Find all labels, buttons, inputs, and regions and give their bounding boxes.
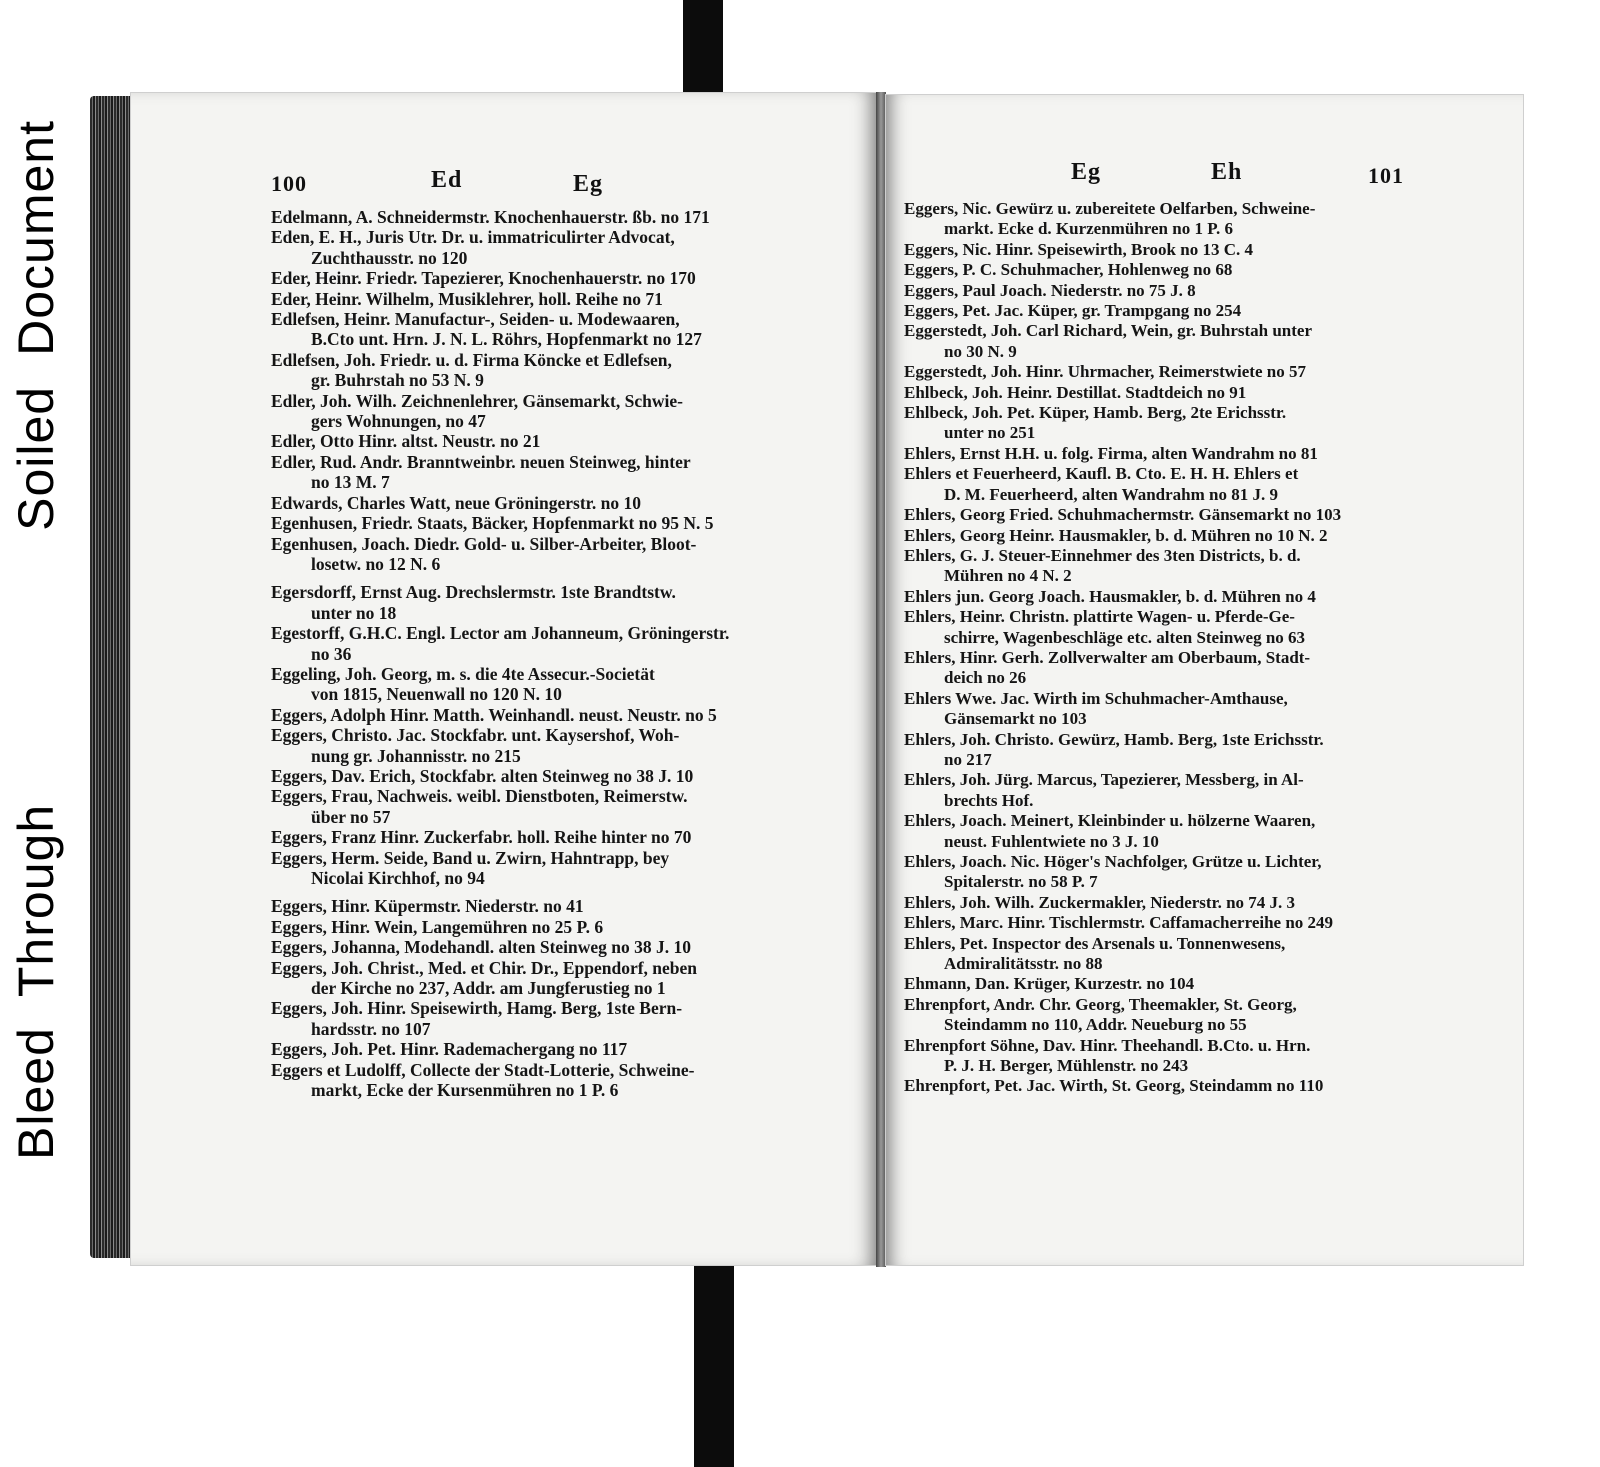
- entry-continuation-line: no 36: [311, 643, 352, 664]
- directory-entry: [271, 937, 861, 957]
- entry-line: Ehlers et Feuerheerd, Kaufl. B. Cto. E. H. H. Ehlers et: [904, 464, 1299, 484]
- directory-entry: [904, 689, 1504, 730]
- directory-entry: [271, 431, 861, 451]
- directory-entry: [904, 811, 1504, 852]
- left-directory-list: [271, 207, 861, 1100]
- entry-continuation-line: über no 57: [311, 806, 391, 827]
- entry-continuation-line: hardsstr. no 107: [311, 1018, 431, 1039]
- right-directory-list: [904, 199, 1504, 1097]
- entry-line: Eggers, Joh. Christ., Med. et Chir. Dr., Eppendorf, neben: [271, 957, 698, 978]
- directory-entry: [904, 1076, 1504, 1096]
- entry-continuation-line: no 13 M. 7: [311, 472, 390, 493]
- entry-line: Ehlers, Joach. Nic. Höger's Nachfolger, Grütze u. Lichter,: [904, 852, 1322, 871]
- entry-line: Eggers, Joh. Hinr. Speisewirth, Hamg. Berg, 1ste Bern-: [271, 998, 683, 1019]
- entry-continuation-line: Zuchthausstr. no 120: [311, 247, 468, 268]
- entry-line: Eggerstedt, Joh. Hinr. Uhrmacher, Reimerstwiete no 57: [904, 362, 1306, 382]
- entry-continuation-line: unter no 251: [944, 423, 1036, 443]
- directory-entry: [271, 582, 861, 623]
- entry-continuation-line: nung gr. Johannisstr. no 215: [311, 745, 521, 766]
- entry-continuation-line: no 30 N. 9: [944, 341, 1017, 361]
- directory-entry: [904, 403, 1504, 444]
- directory-entry: [904, 934, 1504, 975]
- entry-line: Eggers, Pet. Jac. Küper, gr. Trampgang no 254: [904, 301, 1242, 321]
- entry-continuation-line: gr. Buhrstah no 53 N. 9: [311, 370, 484, 391]
- entry-line: Eggers, Paul Joach. Niederstr. no 75 J. 8: [904, 280, 1196, 300]
- entry-line: Ehlers, Ernst H.H. u. folg. Firma, alten Wandrahm no 81: [904, 443, 1318, 463]
- directory-entry: [904, 199, 1504, 240]
- entry-line: Egersdorff, Ernst Aug. Drechslermstr. 1ste Brandtstw.: [271, 582, 676, 603]
- entry-continuation-line: D. M. Feuerheerd, alten Wandrahm no 81 J. 9: [944, 484, 1279, 504]
- entry-line: Edler, Rud. Andr. Branntweinbr. neuen Steinweg, hinter: [271, 451, 691, 472]
- entry-line: Ehlbeck, Joh. Pet. Küper, Hamb. Berg, 2te Erichsstr.: [904, 403, 1287, 423]
- entry-line: Ehrenpfort, Andr. Chr. Georg, Theemakler, St. Georg,: [904, 994, 1297, 1014]
- open-book: [90, 92, 1433, 1292]
- directory-entry: [271, 268, 861, 288]
- entry-line: Ehlers Wwe. Jac. Wirth im Schuhmacher-Amthause,: [904, 688, 1288, 708]
- entry-line: Eggers, Herm. Seide, Band u. Zwirn, Hahntrapp, bey: [271, 847, 670, 868]
- entry-line: Eggers, Joh. Pet. Hinr. Rademachergang no 117: [271, 1039, 628, 1060]
- entry-line: Eggers, Johanna, Modehandl. alten Steinweg no 38 J. 10: [271, 937, 692, 958]
- entry-line: Ehlers, Joh. Jürg. Marcus, Tapezierer, Messberg, in Al-: [904, 770, 1304, 790]
- directory-entry: [904, 444, 1504, 464]
- directory-entry: [904, 995, 1504, 1036]
- entry-line: Edler, Joh. Wilh. Zeichnenlehrer, Gänsemarkt, Schwie-: [271, 390, 683, 411]
- entry-continuation-line: no 217: [944, 749, 992, 769]
- directory-entry: [271, 452, 861, 493]
- directory-entry: [904, 240, 1504, 260]
- directory-entry: [904, 321, 1504, 362]
- entry-line: Eggers, Frau, Nachweis. weibl. Dienstboten, Reimerstw.: [271, 786, 688, 807]
- directory-entry: [271, 896, 861, 916]
- entry-line: Ehlers, Joach. Meinert, Kleinbinder u. hölzerne Waaren,: [904, 811, 1316, 831]
- directory-entry: [271, 725, 861, 766]
- directory-entry: [904, 383, 1504, 403]
- directory-entry: [904, 1036, 1504, 1077]
- entry-line: Eggers, Hinr. Küpermstr. Niederstr. no 41: [271, 896, 584, 917]
- directory-entry: [271, 534, 861, 575]
- entry-continuation-line: P. J. H. Berger, Mühlenstr. no 243: [944, 1056, 1189, 1076]
- right-guide-word-1: Eg: [1071, 159, 1102, 185]
- directory-entry: [904, 362, 1504, 382]
- directory-entry: [271, 917, 861, 937]
- entry-line: Ehlers, Georg Heinr. Hausmakler, b. d. Mühren no 10 N. 2: [904, 525, 1328, 545]
- entry-line: Ehrenpfort, Pet. Jac. Wirth, St. Georg, Steindamm no 110: [904, 1076, 1324, 1096]
- entry-line: Ehlers jun. Georg Joach. Hausmakler, b. d. Mühren no 4: [904, 586, 1316, 606]
- directory-entry: [904, 260, 1504, 280]
- left-guide-word-2: Eg: [573, 171, 604, 197]
- directory-entry: [904, 546, 1504, 587]
- directory-entry: [904, 770, 1504, 811]
- directory-entry: [271, 623, 861, 664]
- entry-line: Eggers, Nic. Gewürz u. zubereitete Oelfarben, Schweine-: [904, 199, 1316, 218]
- right-page-number: 101: [1368, 163, 1404, 188]
- entry-continuation-line: Nicolai Kirchhof, no 94: [311, 868, 485, 888]
- entry-line: Eder, Heinr. Wilhelm, Musiklehrer, holl. Reihe no 71: [271, 288, 663, 309]
- entry-continuation-line: neust. Fuhlentwiete no 3 J. 10: [944, 831, 1159, 851]
- directory-entry: [904, 730, 1504, 771]
- entry-line: Eggers, Christo. Jac. Stockfabr. unt. Kaysershof, Woh-: [271, 725, 680, 746]
- entry-line: Eggers, Hinr. Wein, Langemühren no 25 P. 6: [271, 916, 604, 937]
- directory-entry: [904, 852, 1504, 893]
- entry-line: Eggerstedt, Joh. Carl Richard, Wein, gr. Buhrstah unter: [904, 321, 1313, 341]
- stamp-word-soiled: Soiled: [8, 385, 64, 531]
- entry-line: Eggers et Ludolff, Collecte der Stadt-Lotterie, Schweine-: [271, 1059, 695, 1080]
- entry-line: Edler, Otto Hinr. altst. Neustr. no 21: [271, 431, 541, 452]
- entry-line: Eden, E. H., Juris Utr. Dr. u. immatriculirter Advocat,: [271, 227, 675, 248]
- entry-line: Ehlers, Joh. Christo. Gewürz, Hamb. Berg, 1ste Erichsstr.: [904, 729, 1324, 749]
- entry-continuation-line: unter no 18: [311, 602, 397, 623]
- entry-line: Ehmann, Dan. Krüger, Kurzestr. no 104: [904, 974, 1195, 994]
- directory-entry: [271, 391, 861, 432]
- entry-line: Edlefsen, Heinr. Manufactur-, Seiden- u. Modewaaren,: [271, 309, 680, 330]
- entry-line: Eggeling, Joh. Georg, m. s. die 4te Assecur.-Societät: [271, 663, 655, 684]
- directory-entry: [904, 974, 1504, 994]
- entry-line: Edelmann, A. Schneidermstr. Knochenhauerstr. ßb. no 171: [271, 207, 710, 227]
- entry-continuation-line: Admiralitätsstr. no 88: [944, 954, 1103, 974]
- directory-entry: [271, 493, 861, 513]
- entry-line: Ehrenpfort Söhne, Dav. Hinr. Theehandl. B.Cto. u. Hrn.: [904, 1035, 1311, 1055]
- entry-continuation-line: gers Wohnungen, no 47: [311, 411, 486, 432]
- stamp-word-document: Document: [8, 120, 64, 356]
- entry-line: Ehlers, Hinr. Gerh. Zollverwalter am Oberbaum, Stadt-: [904, 647, 1311, 667]
- entry-continuation-line: schirre, Wagenbeschläge etc. alten Steinweg no 63: [944, 627, 1306, 647]
- entry-line: Ehlers, Pet. Inspector des Arsenals u. Tonnenwesens,: [904, 933, 1286, 953]
- directory-entry: [271, 827, 861, 847]
- entry-line: Egenhusen, Joach. Diedr. Gold- u. Silber-Arbeiter, Bloot-: [271, 533, 697, 554]
- right-guide-word-2: Eh: [1211, 159, 1243, 185]
- stamp-word-through: Through: [8, 803, 64, 998]
- entry-line: Ehlers, G. J. Steuer-Einnehmer des 3ten Districts, b. d.: [904, 545, 1301, 565]
- entry-continuation-line: Mühren no 4 N. 2: [944, 566, 1072, 586]
- entry-line: Edlefsen, Joh. Friedr. u. d. Firma Köncke et Edlefsen,: [271, 349, 672, 370]
- entry-line: Ehlers, Heinr. Christn. plattirte Wagen- u. Pferde-Ge-: [904, 607, 1295, 627]
- entry-continuation-line: markt. Ecke d. Kurzenmühren no 1 P. 6: [944, 219, 1234, 239]
- entry-continuation-line: der Kirche no 237, Addr. am Jungferustieg no 1: [311, 978, 666, 999]
- entry-line: Ehlbeck, Joh. Heinr. Destillat. Stadtdeich no 91: [904, 382, 1247, 402]
- entry-line: Egenhusen, Friedr. Staats, Bäcker, Hopfenmarkt no 95 N. 5: [271, 513, 714, 534]
- directory-entry: [904, 893, 1504, 913]
- directory-entry: [904, 464, 1504, 505]
- directory-entry: [271, 207, 861, 227]
- directory-entry: [904, 526, 1504, 546]
- stamp-word-bleed: Bleed: [8, 1027, 64, 1160]
- entry-line: Edwards, Charles Watt, neue Gröningerstr. no 10: [271, 492, 641, 513]
- entry-line: Eggers, Adolph Hinr. Matth. Weinhandl. neust. Neustr. no 5: [271, 704, 717, 725]
- directory-entry: [271, 1039, 861, 1059]
- directory-entry: [904, 281, 1504, 301]
- directory-entry: [271, 998, 861, 1039]
- entry-line: Eggers, P. C. Schuhmacher, Hohlenweg no 68: [904, 260, 1233, 280]
- entry-continuation-line: markt, Ecke der Kursenmühren no 1 P. 6: [311, 1080, 619, 1101]
- entry-continuation-line: deich no 26: [944, 668, 1027, 688]
- directory-entry: [271, 766, 861, 786]
- directory-entry: [271, 309, 861, 350]
- left-guide-word-1: Ed: [431, 167, 463, 193]
- entry-continuation-line: von 1815, Neuenwall no 120 N. 10: [311, 684, 562, 705]
- directory-entry: [904, 505, 1504, 525]
- directory-entry: [904, 607, 1504, 648]
- entry-continuation-line: Steindamm no 110, Addr. Neueburg no 55: [944, 1015, 1247, 1035]
- entry-line: Eder, Heinr. Friedr. Tapezierer, Knochenhauerstr. no 170: [271, 268, 696, 289]
- entry-line: Eggers, Franz Hinr. Zuckerfabr. holl. Reihe hinter no 70: [271, 827, 692, 848]
- entry-line: Eggers, Nic. Hinr. Speisewirth, Brook no 13 C. 4: [904, 239, 1253, 259]
- directory-entry: [271, 786, 861, 827]
- right-page: [885, 94, 1524, 1266]
- entry-continuation-line: brechts Hof.: [944, 790, 1034, 810]
- directory-entry: [271, 289, 861, 309]
- entry-line: Egestorff, G.H.C. Engl. Lector am Johanneum, Gröningerstr.: [271, 623, 730, 644]
- entry-continuation-line: losetw. no 12 N. 6: [311, 553, 441, 574]
- entry-line: Ehlers, Georg Fried. Schuhmachermstr. Gänsemarkt no 103: [904, 505, 1342, 525]
- directory-entry: [271, 705, 861, 725]
- directory-entry: [904, 913, 1504, 933]
- entry-continuation-line: Spitalerstr. no 58 P. 7: [944, 872, 1098, 892]
- entry-continuation-line: Gänsemarkt no 103: [944, 709, 1087, 729]
- document-condition-stamp: [6, 120, 66, 1160]
- directory-entry: [271, 1060, 861, 1101]
- directory-entry: [904, 587, 1504, 607]
- directory-entry: [904, 648, 1504, 689]
- directory-entry: [271, 848, 861, 889]
- directory-entry: [271, 664, 861, 705]
- entry-line: Eggers, Dav. Erich, Stockfabr. alten Steinweg no 38 J. 10: [271, 765, 694, 786]
- directory-entry: [271, 227, 861, 268]
- directory-entry: [271, 958, 861, 999]
- directory-entry: [271, 350, 861, 391]
- directory-entry: [904, 301, 1504, 321]
- left-page: [130, 92, 880, 1266]
- left-page-number: 100: [271, 171, 307, 196]
- entry-continuation-line: B.Cto unt. Hrn. J. N. L. Röhrs, Hopfenmarkt no 127: [311, 329, 702, 350]
- directory-entry: [271, 513, 861, 533]
- entry-line: Ehlers, Marc. Hinr. Tischlermstr. Caffamacherreihe no 249: [904, 913, 1334, 933]
- entry-line: Ehlers, Joh. Wilh. Zuckermakler, Niederstr. no 74 J. 3: [904, 892, 1296, 912]
